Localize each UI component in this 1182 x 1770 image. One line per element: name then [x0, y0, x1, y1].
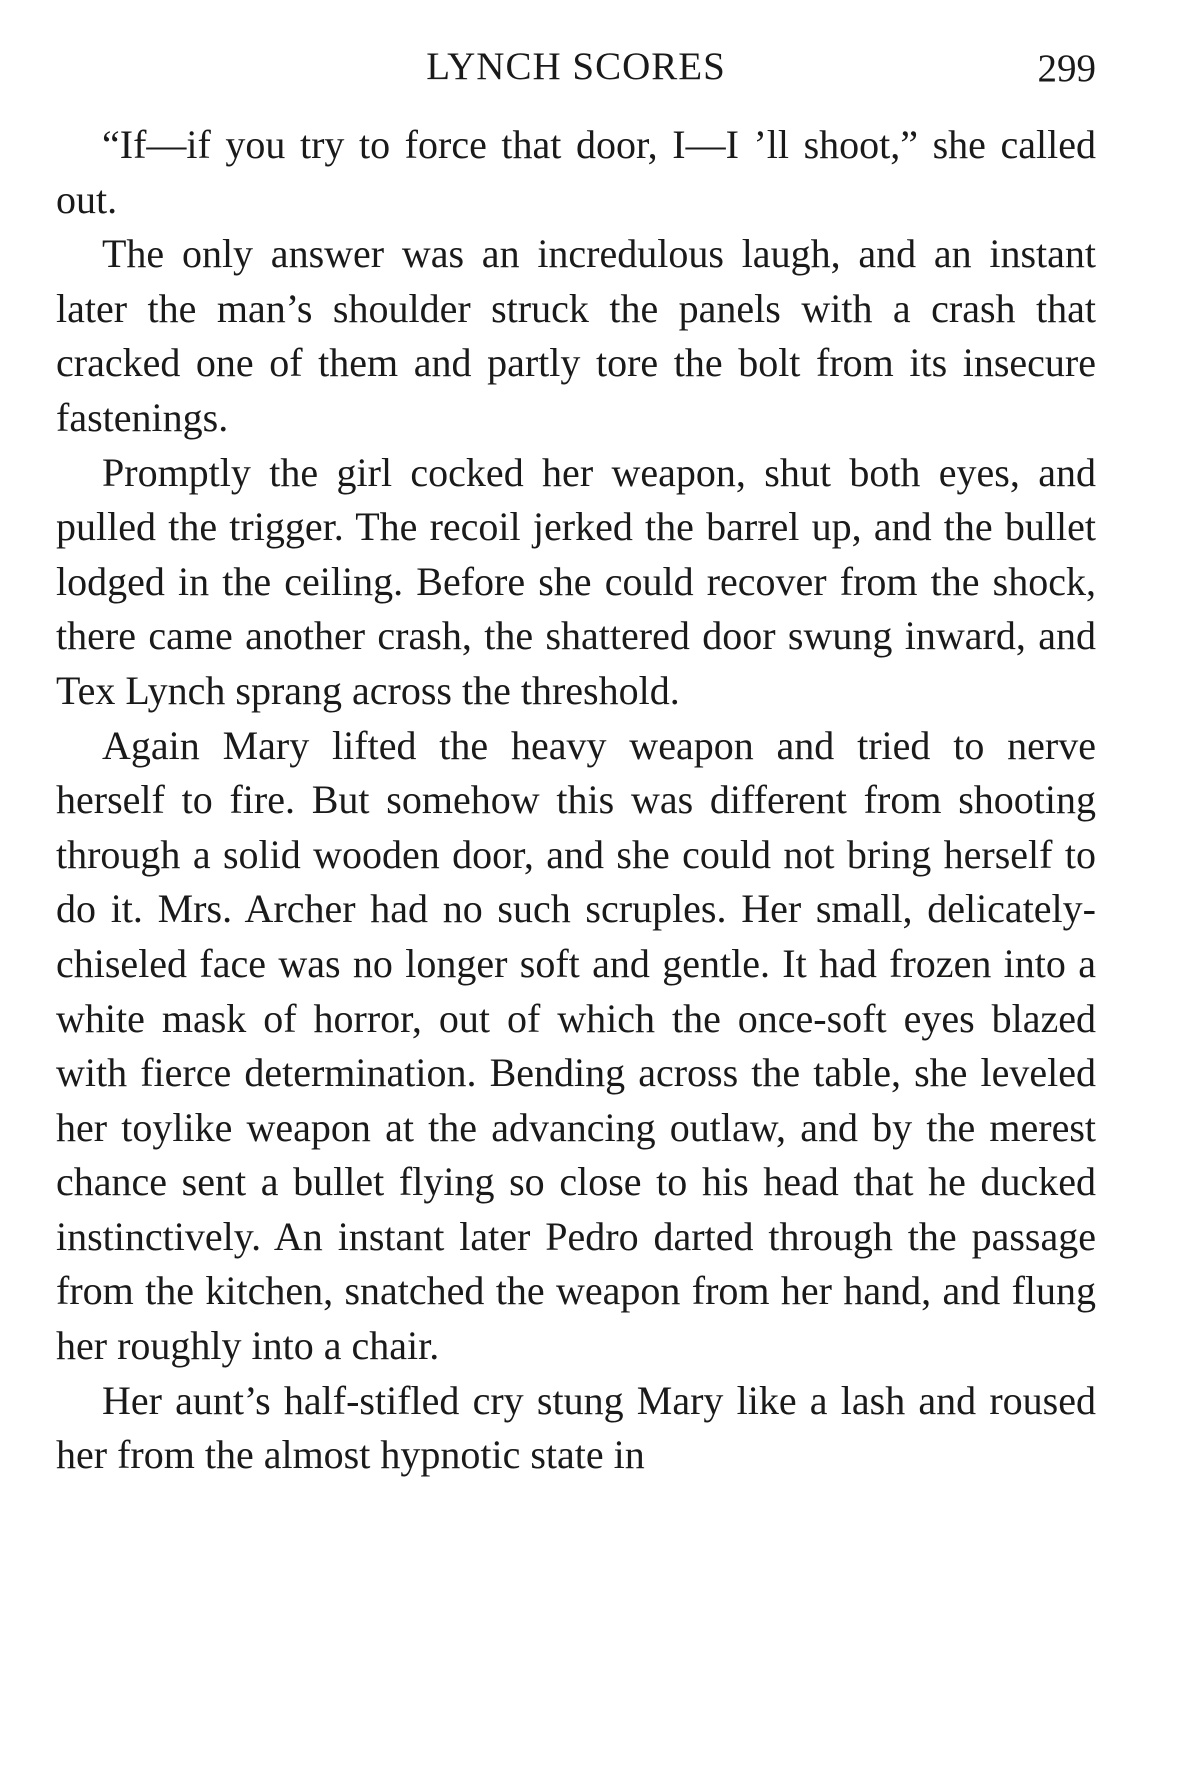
paragraph-3: Promptly the girl cocked her weapon, shut both eyes, and pulled the trigger. The recoil jerked the barrel up, and the bullet lodged in the ceiling. Before she could recover from the shock, there came another crash, the shattered door swung inward, and Tex Lynch sprang across the threshold. — [56, 449, 1096, 713]
paragraph-4: Again Mary lifted the heavy weapon and tried to nerve herself to fire. But somehow this was different from shooting through a solid wooden door, and she could not bring herself to do it. Mrs. Archer had no such scruples. Her small, delicately-chiseled face was no longer soft and gentle. It had frozen into a white mask of horror, out of which the once-soft eyes blazed with fierce determination. Bending across the table, she leveled her toylike weapon at the advancing outlaw, and by the merest chance sent a bullet flying so close to his head that he ducked instinctively. An instant later Pedro darted through the passage from the kitchen, snatched the weapon from her hand, and flung her roughly into a chair. — [56, 722, 1096, 1369]
running-title: LYNCH SCORES — [426, 45, 726, 88]
running-head — [56, 40, 1096, 100]
paragraph-2: The only answer was an incredulous laugh, and an instant later the man’s shoulder struck the panels with a crash that cracked one of them and partly tore the bolt from its insecure fastenings. — [56, 231, 1096, 440]
body-text — [56, 118, 1096, 1483]
paragraph-1: “If—if you try to force that door, I—I ’ll shoot,” she called out. — [56, 122, 1096, 222]
paragraph-5: Her aunt’s half-stifled cry stung Mary like a lash and roused her from the almost hypnotic state in — [56, 1377, 1096, 1478]
page-number: 299 — [1037, 47, 1096, 90]
